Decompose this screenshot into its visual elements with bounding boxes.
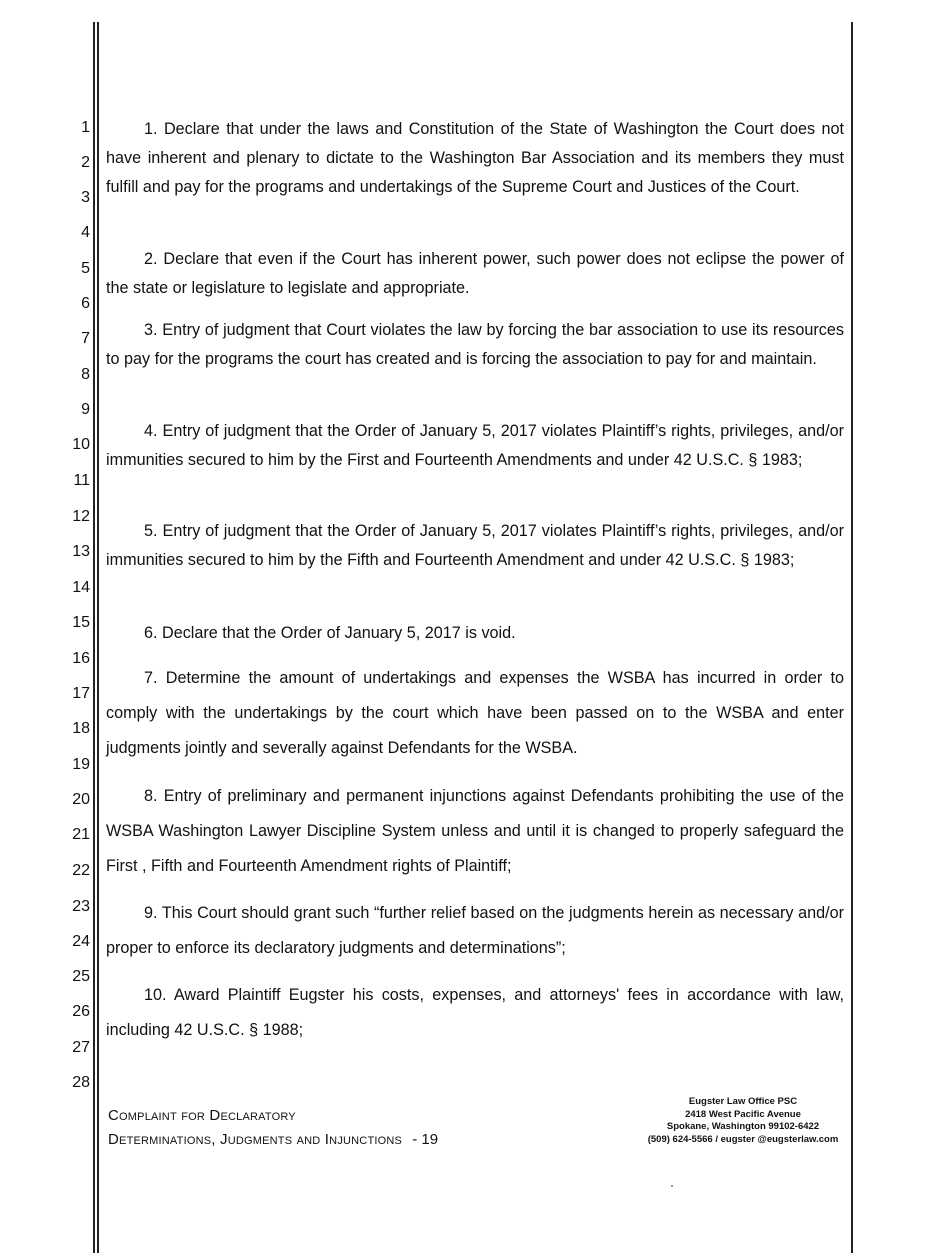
line-number: 20 [72, 791, 90, 808]
footer-document-title [108, 1104, 438, 1152]
line-number: 1 [81, 119, 90, 136]
paragraph-number: 7. [144, 669, 158, 687]
right-margin-rule [851, 22, 853, 1253]
line-number: 27 [72, 1039, 90, 1056]
left-margin-rule-outer [93, 22, 95, 1253]
line-number: 17 [72, 685, 90, 702]
paragraph-text: Declare that the Order of January 5, 2017 is void. [162, 624, 516, 642]
paragraph-8 [106, 779, 844, 884]
line-number: 28 [72, 1074, 90, 1091]
paragraph-text: Award Plaintiff Eugster his costs, expenses, and attorneys' fees in accordance with law, including 42 U.S.C. § 1988; [106, 986, 844, 1039]
paragraph-text: Declare that even if the Court has inherent power, such power does not eclipse the power of the state or legislature to legislate and appropriate. [106, 250, 844, 297]
paragraph-10 [106, 978, 844, 1048]
paragraph-number: 5. [144, 522, 158, 540]
line-number: 21 [72, 826, 90, 843]
paragraph-text: Entry of judgment that the Order of January 5, 2017 violates Plaintiff’s rights, privileges, and/or immunities secured to him by the First and Fourteenth Amendments and under 42 U.S.C. § 1983; [106, 422, 844, 469]
line-number: 14 [72, 579, 90, 596]
paragraph-number: 8. [144, 787, 158, 805]
paragraph-number: 9. [144, 904, 158, 922]
line-number: 4 [81, 224, 90, 241]
line-number: 13 [72, 543, 90, 560]
paragraph-3 [106, 316, 844, 374]
line-number: 11 [73, 472, 90, 489]
line-number: 5 [81, 260, 90, 277]
office-contact: (509) 624-5566 / eugster @eugsterlaw.com [647, 1133, 839, 1145]
paragraph-4 [106, 417, 844, 475]
line-number: 9 [81, 401, 90, 418]
office-name: Eugster Law Office PSC [688, 1096, 798, 1107]
line-number: 22 [72, 862, 90, 879]
line-number: 26 [72, 1003, 90, 1020]
footer-title-line-2: Determinations, Judgments and Injunctions [108, 1131, 403, 1148]
line-number: 16 [72, 650, 90, 667]
footer-title-line-2-row [108, 1128, 438, 1152]
paragraph-number: 3. [144, 321, 158, 339]
paragraph-number: 1. [144, 120, 158, 138]
paragraph-number: 10. [144, 986, 167, 1004]
footer-office-block [632, 1096, 854, 1146]
left-margin-rule-inner [97, 22, 99, 1253]
line-number: 3 [81, 189, 90, 206]
office-city: Spokane, Washington 99102-6422 [666, 1121, 820, 1132]
paragraph-number: 6. [144, 624, 158, 642]
line-number: 24 [72, 933, 90, 950]
paragraph-2 [106, 245, 844, 303]
paragraph-7 [106, 661, 844, 766]
paragraph-text: Entry of judgment that Court violates the law by forcing the bar association to use its resources to pay for the programs the court has created and is forcing the association to pay for and maintain. [106, 321, 844, 368]
paragraph-number: 4. [144, 422, 158, 440]
line-number: 10 [72, 436, 90, 453]
scan-speck [671, 1185, 673, 1187]
line-number: 18 [72, 720, 90, 737]
line-number: 23 [72, 898, 90, 915]
paragraph-1 [106, 115, 844, 202]
paragraph-5 [106, 517, 844, 575]
footer-page-number: - 19 [412, 1131, 439, 1148]
footer-title-line-1: Complaint for Declaratory [108, 1107, 296, 1124]
office-street: 2418 West Pacific Avenue [685, 1108, 801, 1120]
paragraph-9 [106, 896, 844, 966]
paragraph-6 [106, 619, 844, 648]
paragraph-text: Determine the amount of undertakings and expenses the WSBA has incurred in order to comply with the undertakings by the court which have been passed on to the WSBA and enter judgments jointly and severally against Defendants for the WSBA. [106, 669, 845, 757]
line-number: 25 [72, 968, 90, 985]
paragraph-number: 2. [144, 250, 158, 268]
line-number: 15 [72, 614, 90, 631]
paragraph-text: Entry of judgment that the Order of January 5, 2017 violates Plaintiff’s rights, privileges, and/or immunities secured to him by the Fifth and Fourteenth Amendment and under 42 U.S.C. § 1983; [106, 522, 844, 569]
line-number: 19 [72, 756, 90, 773]
line-number: 6 [81, 295, 90, 312]
paragraph-text: Declare that under the laws and Constitution of the State of Washington the Court does not have inherent and plenary to dictate to the Washington Bar Association and its members they must fulfill and pay for the programs and undertakings of the Supreme Court and Justices of the Court. [106, 120, 845, 196]
line-number: 2 [81, 154, 90, 171]
line-number: 8 [81, 366, 90, 383]
paragraph-text: Entry of preliminary and permanent injunctions against Defendants prohibiting the use of the WSBA Washington Lawyer Discipline System unless and until it is changed to properly safeguard the First , Fifth and Fourteenth Amendment rights of Plaintiff; [106, 787, 845, 875]
paragraph-text: This Court should grant such “further relief based on the judgments herein as necessary and/or proper to enforce its declaratory judgments and determinations”; [106, 904, 844, 957]
line-number: 7 [81, 330, 90, 347]
line-number: 12 [72, 508, 90, 525]
